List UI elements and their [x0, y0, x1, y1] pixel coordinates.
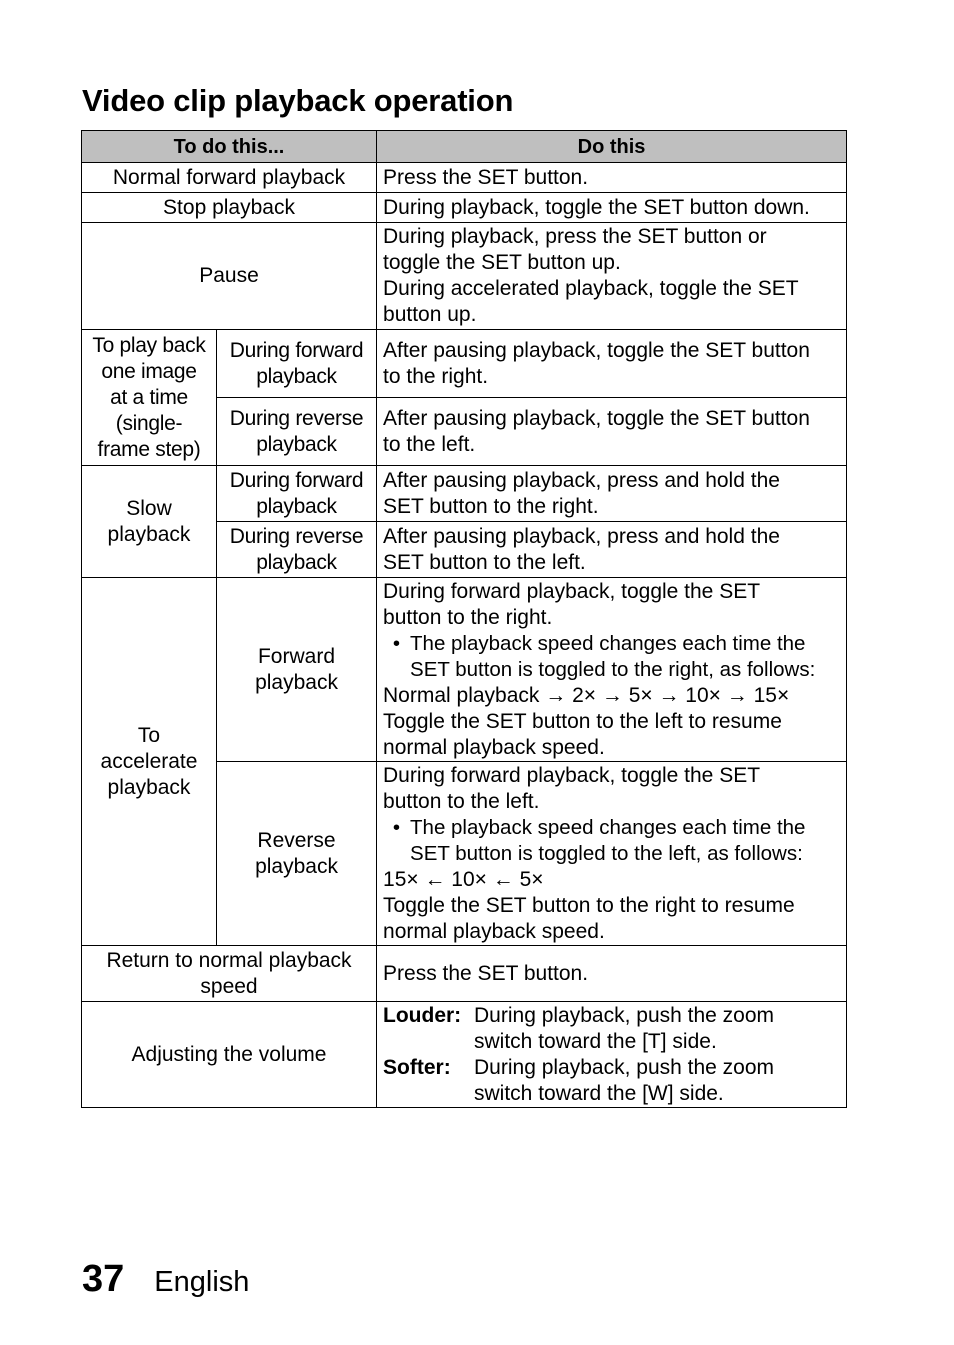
text-line: to the right.	[383, 364, 489, 388]
page-number: 37	[82, 1258, 125, 1300]
bullet-icon: •	[392, 631, 401, 655]
text-line: SET button is toggled to the right, as follows:	[410, 657, 816, 681]
text-line: playback	[256, 364, 337, 388]
text-line: playback	[255, 670, 338, 694]
text-line: playback	[256, 494, 337, 518]
bullet-note	[383, 631, 840, 683]
volume-softer	[383, 1055, 840, 1107]
action-cell: Stop playback	[82, 193, 377, 223]
action-cell: Normal forward playback	[82, 163, 377, 193]
page-footer	[82, 1258, 249, 1301]
instruction-cell	[377, 466, 847, 522]
text-line: During playback, push the zoom	[474, 1003, 775, 1027]
text-line: at a time	[110, 385, 188, 409]
volume-louder	[383, 1003, 840, 1055]
playback-operations-table	[81, 130, 847, 1108]
text-line: button to the left.	[383, 789, 540, 813]
text-line: playback	[255, 854, 338, 878]
instruction-cell: Press the SET button.	[377, 163, 847, 193]
table-row	[82, 223, 847, 330]
text-line: playback	[107, 775, 191, 799]
text-line: The playback speed changes each time the	[410, 631, 806, 655]
table-row	[82, 163, 847, 193]
text-line: Reverse	[257, 828, 336, 852]
text-line: button up.	[383, 303, 477, 326]
header-do-this: Do this	[377, 131, 847, 163]
text-line: SET button to the right.	[383, 494, 599, 518]
text-line: normal playback speed.	[383, 919, 605, 943]
text-line: normal playback speed.	[383, 735, 605, 759]
text-line: Slow	[126, 496, 172, 520]
table-row	[82, 1002, 847, 1108]
instruction-cell	[377, 1002, 847, 1108]
text-line: accelerate	[100, 749, 198, 773]
header-to-do-this: To do this...	[82, 131, 377, 163]
text-line: frame step)	[97, 437, 201, 461]
sub-action-cell	[217, 522, 377, 578]
text-line: During forward playback, toggle the SET	[383, 763, 761, 787]
text-line: playback	[256, 550, 337, 574]
softer-text	[474, 1055, 774, 1107]
group-cell-single-frame	[82, 330, 217, 466]
instruction-cell	[377, 398, 847, 466]
text-line: SET button is toggled to the left, as follows:	[410, 841, 803, 865]
text-line: switch toward the [W] side.	[474, 1081, 724, 1105]
text-line: After pausing playback, toggle the SET button	[383, 338, 810, 362]
group-cell-slow	[82, 466, 217, 578]
sub-action-cell	[217, 762, 377, 946]
instruction-cell	[377, 578, 847, 762]
table-row	[82, 578, 847, 762]
text-line: During forward	[229, 468, 364, 492]
text-line: toggle the SET button up.	[383, 251, 621, 274]
text-line: During playback, push the zoom	[474, 1055, 775, 1079]
text-line: Toggle the SET button to the right to resume	[383, 893, 795, 917]
text-line: button to the right.	[383, 605, 553, 629]
instruction-cell	[377, 522, 847, 578]
text-line: During forward playback, toggle the SET	[383, 579, 761, 603]
text-line: During accelerated playback, toggle the SET	[383, 277, 799, 300]
language-label: English	[154, 1266, 250, 1298]
text-line: During playback, press the SET button or	[383, 225, 767, 248]
text-line: To play back	[92, 333, 206, 357]
speed-sequence: 15× ← 10× ← 5×	[383, 867, 544, 891]
sub-action-cell	[217, 466, 377, 522]
bullet-text	[410, 631, 815, 683]
text-line: (single-	[115, 411, 183, 435]
table-row	[82, 193, 847, 223]
action-cell	[82, 946, 377, 1002]
instruction-cell	[377, 330, 847, 398]
text-line: Return to normal playback	[106, 948, 352, 972]
text-line: one image	[101, 359, 197, 383]
text-line: speed	[200, 974, 258, 998]
instruction-cell	[377, 762, 847, 946]
text-line: During forward	[229, 338, 364, 362]
text-line: playback	[256, 432, 337, 456]
sub-action-cell	[217, 578, 377, 762]
louder-text	[474, 1003, 774, 1055]
bullet-note	[383, 815, 840, 867]
bullet-text	[410, 815, 805, 867]
text-line: switch toward the [T] side.	[474, 1029, 717, 1053]
text-line: to the left.	[383, 432, 476, 456]
table-row	[82, 330, 847, 398]
text-line: After pausing playback, press and hold the	[383, 524, 780, 548]
text-line: Forward	[257, 644, 336, 668]
sub-action-cell	[217, 330, 377, 398]
text-line: After pausing playback, toggle the SET button	[383, 406, 810, 430]
table-row	[82, 946, 847, 1002]
text-line: To	[137, 723, 161, 747]
louder-label: Louder:	[383, 1003, 462, 1027]
speed-sequence: Normal playback → 2× → 5× → 10× → 15×	[383, 683, 790, 707]
text-line: SET button to the left.	[383, 550, 586, 574]
page-title: Video clip playback operation	[82, 83, 514, 118]
text-line: During reverse	[229, 524, 364, 548]
instruction-cell	[377, 223, 847, 330]
action-cell: Pause	[82, 223, 377, 330]
text-line: During reverse	[229, 406, 364, 430]
group-cell-accelerate	[82, 578, 217, 946]
softer-label: Softer:	[383, 1055, 451, 1079]
text-line: playback	[107, 522, 191, 546]
table-header-row	[82, 131, 847, 163]
action-cell: Adjusting the volume	[82, 1002, 377, 1108]
instruction-cell: During playback, toggle the SET button down.	[377, 193, 847, 223]
sub-action-cell	[217, 398, 377, 466]
instruction-cell: Press the SET button.	[377, 946, 847, 1002]
text-line: Toggle the SET button to the left to resume	[383, 709, 782, 733]
text-line: After pausing playback, press and hold the	[383, 468, 780, 492]
bullet-icon: •	[392, 815, 401, 839]
table-row	[82, 466, 847, 522]
text-line: The playback speed changes each time the	[410, 815, 806, 839]
